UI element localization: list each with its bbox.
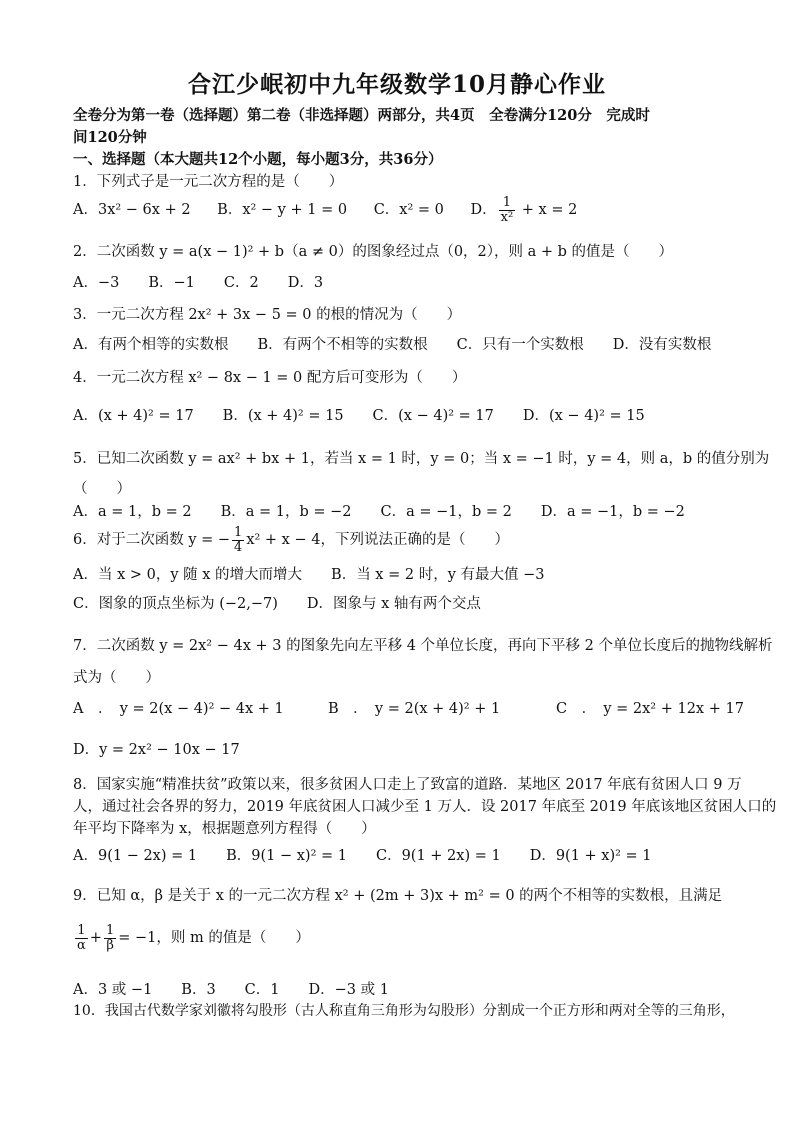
q8-options: A．9(1 − 2x) = 1 B．9(1 − x)² = 1 C．9(1 + 2x) = 1 D．9(1 + x)² = 1 — [73, 848, 652, 864]
q6-stem-post: x² + x − 4，下列说法正确的是（ ） — [246, 532, 509, 549]
section-heading: 一、选择题（本大题共12个小题，每小题3分，共36分） — [73, 151, 443, 168]
q8-line-3: 年平均下降率为 x，根据题意列方程得（ ） — [73, 821, 376, 837]
q9-frac-alpha-num: 1 — [75, 924, 88, 939]
q2-options: A．−3 B．−1 C．2 D．3 — [73, 275, 324, 291]
q9-frac-beta-num: 1 — [105, 923, 115, 938]
q9-frac-beta — [104, 924, 116, 952]
q2-stem: 2．二次函数 y = a(x − 1)² + b（a ≠ 0）的图象经过点（0，2），则 a + b 的值是（ ） — [73, 244, 674, 260]
q7-option-d: D．y = 2x² − 10x − 17 — [73, 742, 240, 758]
q9-frac-beta-den: β — [106, 937, 114, 953]
q1-option-b: B．x² − y + 1 = 0 — [217, 202, 348, 219]
q1-option-d-rest: + x = 2 — [521, 202, 578, 219]
q3-options: A．有两个相等的实数根 B．有两个不相等的实数根 C．只有一个实数根 D．没有实数根 — [73, 337, 712, 353]
q6-fraction — [232, 526, 244, 554]
q1-options — [73, 196, 599, 224]
q9-options: A．3 或 −1 B．3 C．1 D．−3 或 1 — [73, 982, 389, 998]
q3-stem: 3．一元二次方程 2x² + 3x − 5 = 0 的根的情况为（ ） — [73, 307, 462, 323]
q1-fraction — [499, 196, 516, 224]
q9-condition: $\frac{1}{\alpha}$ + $\frac{1}{\beta}$ = −1，则 m 的值是（ ） — [77, 923, 310, 953]
q6-frac-den: 4 — [234, 539, 243, 555]
q1-option-a: A．3x² − 6x + 2 — [73, 202, 191, 219]
q4-stem: 4．一元二次方程 x² − 8x − 1 = 0 配方后可变形为（ ） — [73, 370, 467, 386]
q4-options: A．(x + 4)² = 17 B．(x + 4)² = 15 C．(x − 4)² = 17 D．(x − 4)² = 15 — [73, 408, 645, 424]
q10-line-1: 10．我国古代数学家刘徽将勾股形（古人称直角三角形为勾股形）分割成一个正方形和两对全等的三角形， — [73, 1003, 735, 1019]
q5-stem-2: （ ） — [73, 481, 131, 497]
q1-frac-num: 1 — [499, 196, 516, 211]
q6-stem — [73, 526, 509, 554]
q7-option-c: C ． y = 2x² + 12x + 17 — [556, 701, 744, 717]
intro-line-1: 全卷分为第一卷（选择题）第二卷（非选择题）两部分，共4页 全卷满分120分 完成时 — [73, 107, 650, 124]
q1-option-d-label: D． — [470, 202, 497, 219]
q7-stem: 7．二次函数 y = 2x² − 4x + 3 的图象先向左平移 4 个单位长度，再向下平移 2 个单位长度后的抛物线解析 — [73, 638, 773, 654]
q6-frac-num: 1 — [234, 525, 243, 540]
q7-option-a: A ． y = 2(x − 4)² − 4x + 1 — [73, 701, 284, 717]
q7-option-b: B ． y = 2(x + 4)² + 1 — [328, 701, 501, 717]
q5-options: A．a = 1，b = 2 B．a = 1，b = −2 C．a = −1，b = 2 D．a = −1，b = −2 — [73, 504, 685, 520]
q8-line-2: 人，通过社会各界的努力，2019 年底贫困人口减少至 1 万人．设 2017 年底至 2019 年底该地区贫困人口的 — [73, 799, 777, 815]
q9-condition-rest: = −1，则 m 的值是（ ） — [118, 930, 310, 947]
q9-frac-alpha-den: α — [77, 937, 86, 953]
q8-line-1: 8．国家实施“精准扶贫”政策以来，很多贫困人口走上了致富的道路．某地区 2017 年底有贫困人口 9 万 — [73, 777, 742, 793]
q9-stem: 9．已知 α，β 是关于 x 的一元二次方程 x² + (2m + 3)x + m² = 0 的两个不相等的实数根，且满足 — [73, 888, 723, 904]
q1-option-d — [470, 196, 577, 224]
q5-stem: 5．已知二次函数 y = ax² + bx + 1，若当 x = 1 时，y = 0；当 x = −1 时，y = 4，则 a，b 的值分别为 — [73, 451, 770, 467]
q1-stem: 1．下列式子是一元二次方程的是（ ） — [73, 174, 344, 190]
page-title: 合江少岷初中九年级数学10月静心作业 — [187, 71, 606, 98]
q6-stem-pre: 6．对于二次函数 y = − — [73, 532, 231, 549]
intro-line-2: 间120分钟 — [73, 129, 147, 146]
q6-options-1: A．当 x > 0，y 随 x 的增大而增大 B．当 x = 2 时，y 有最大值 −3 — [73, 567, 545, 583]
q6-options-2: C．图象的顶点坐标为 (−2,−7) D．图象与 x 轴有两个交点 — [73, 596, 481, 612]
q1-option-c: C．x² = 0 — [373, 202, 444, 219]
q7-stem-2: 式为（ ） — [73, 670, 160, 686]
q1-frac-den: x² — [500, 209, 514, 225]
q9-frac-alpha — [75, 924, 88, 952]
